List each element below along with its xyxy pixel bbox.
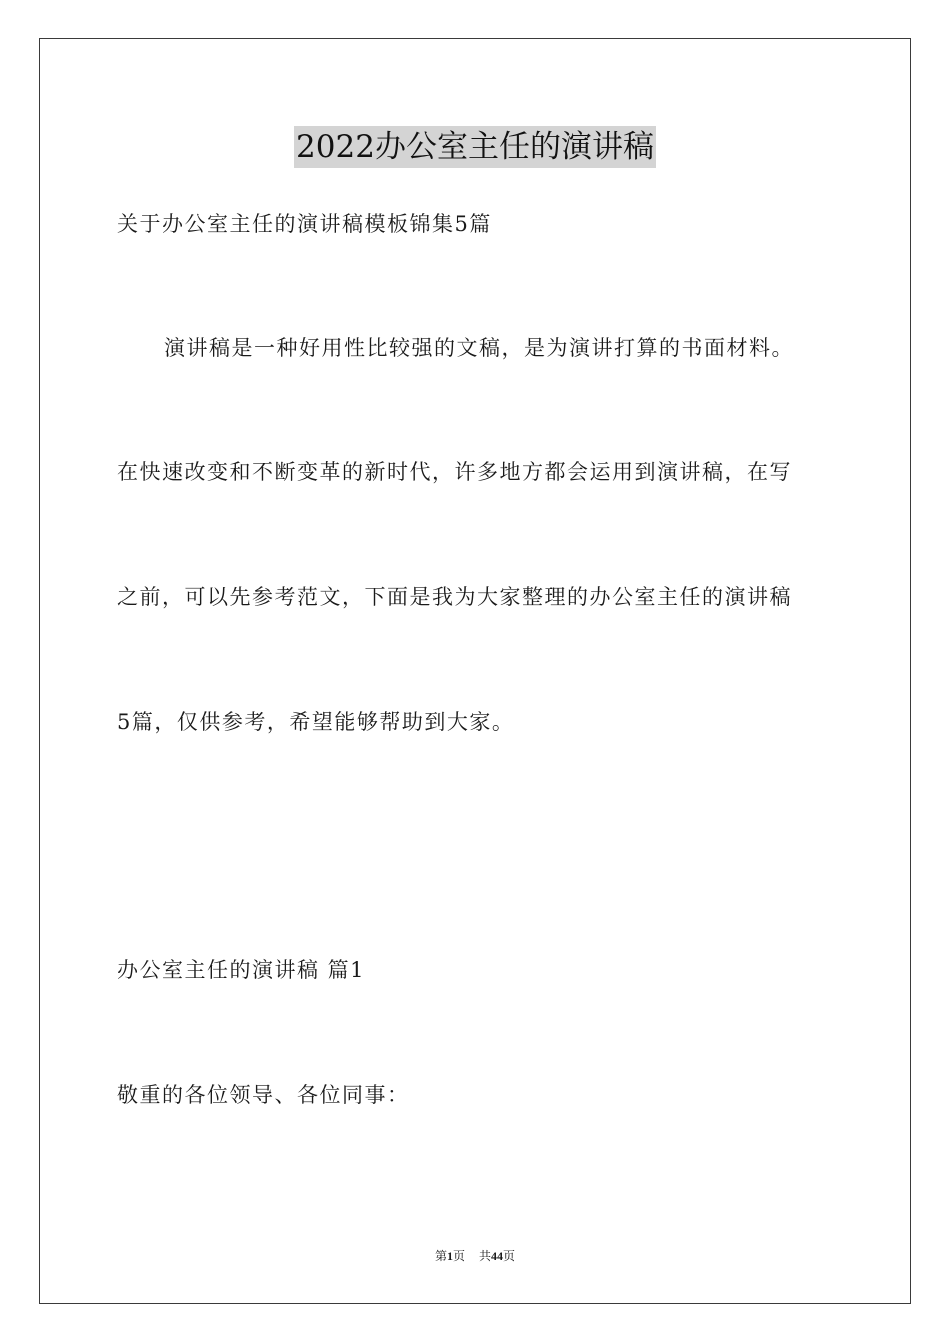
footer-page-number: 1 xyxy=(446,1249,453,1263)
footer-total-prefix: 共 xyxy=(479,1249,492,1263)
title-container xyxy=(0,126,950,168)
document-subtitle: 关于办公室主任的演讲稿模板锦集5篇 xyxy=(117,212,492,236)
footer-total-pages: 44 xyxy=(491,1249,504,1263)
paragraph-line-2: 在快速改变和不断变革的新时代，许多地方都会运用到演讲稿，在写 xyxy=(117,460,792,484)
paragraph-line-4: 5篇，仅供参考，希望能够帮助到大家。 xyxy=(117,710,515,734)
paragraph-line-1: 演讲稿是一种好用性比较强的文稿，是为演讲打算的书面材料。 xyxy=(164,336,794,360)
footer-page-suffix: 页 xyxy=(452,1249,465,1263)
footer-page-prefix: 第 xyxy=(434,1249,447,1263)
paragraph-line-3: 之前，可以先参考范文，下面是我为大家整理的办公室主任的演讲稿 xyxy=(117,585,792,609)
footer-total-suffix: 页 xyxy=(503,1249,516,1263)
section-heading: 办公室主任的演讲稿 篇1 xyxy=(117,958,366,982)
page-footer xyxy=(0,1247,950,1265)
document-title: 2022办公室主任的演讲稿 xyxy=(294,126,656,168)
salutation: 敬重的各位领导、各位同事： xyxy=(117,1083,410,1107)
